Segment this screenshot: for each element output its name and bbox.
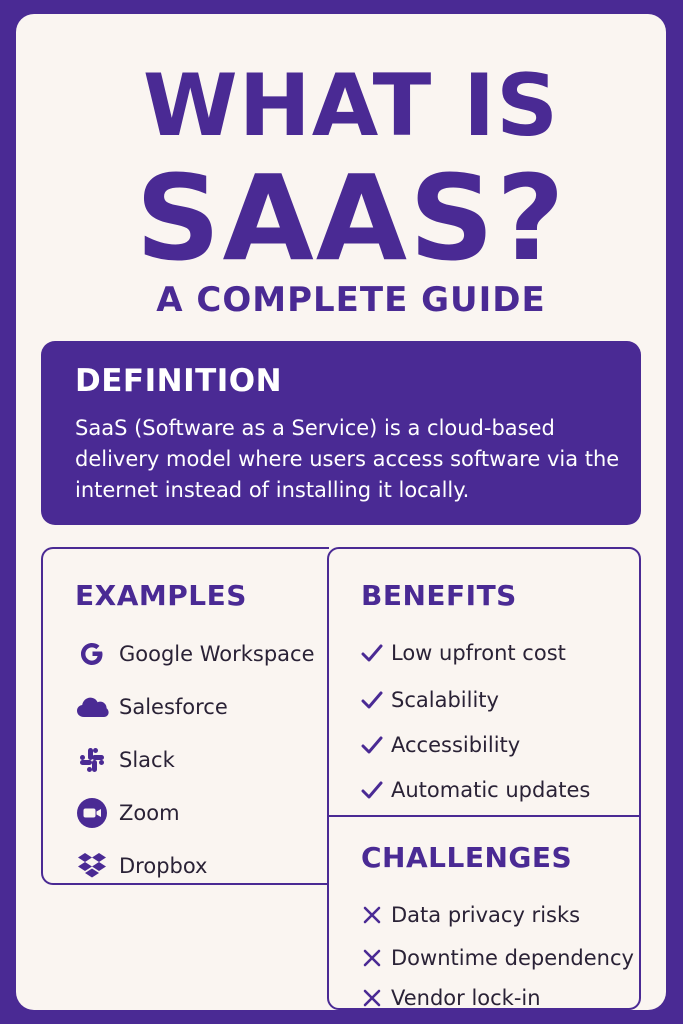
examples-panel: [41, 547, 329, 885]
example-label: Zoom: [119, 801, 180, 825]
google-g-icon: [75, 637, 109, 671]
cloud-icon: [75, 690, 109, 724]
example-item-slack: [75, 743, 175, 777]
challenge-item: [359, 984, 541, 1012]
video-camera-icon: [75, 796, 109, 830]
benefit-item: [359, 686, 499, 714]
slack-icon: [75, 743, 109, 777]
title-line-1: WHAT IS: [142, 56, 560, 156]
example-label: Salesforce: [119, 695, 228, 719]
x-mark-icon: [359, 985, 385, 1011]
challenge-label: Vendor lock-in: [391, 986, 541, 1010]
benefit-label: Automatic updates: [391, 778, 591, 802]
benefits-challenges-panel: [327, 547, 641, 1010]
definition-panel: [41, 341, 641, 525]
example-label: Slack: [119, 748, 175, 772]
example-label: Dropbox: [119, 854, 208, 878]
section-divider: [329, 815, 639, 817]
example-item-zoom: [75, 796, 180, 830]
x-mark-icon: [359, 902, 385, 928]
benefit-label: Low upfront cost: [391, 641, 566, 665]
challenge-item: [359, 901, 580, 929]
example-label: Google Workspace: [119, 642, 315, 666]
benefit-item: [359, 776, 590, 804]
checkmark-icon: [359, 777, 385, 803]
challenge-label: Data privacy risks: [391, 903, 581, 927]
definition-text: SaaS (Software as a Service) is a cloud-based delivery model where users access software via the internet instead of installing it locally.: [75, 416, 620, 502]
example-item-dropbox: [75, 849, 207, 883]
benefit-label: Scalability: [391, 688, 499, 712]
subtitle: A COMPLETE GUIDE: [156, 280, 546, 320]
example-item-google-workspace: [75, 637, 315, 671]
benefits-heading: BENEFITS: [361, 579, 517, 612]
challenge-item: [359, 944, 634, 972]
checkmark-icon: [359, 640, 385, 666]
title-line-2: SAAS?: [135, 149, 567, 287]
benefit-item: [359, 731, 520, 759]
challenges-heading: CHALLENGES: [361, 841, 573, 874]
examples-heading: EXAMPLES: [75, 579, 247, 612]
challenge-label: Downtime dependency: [391, 946, 634, 970]
definition-heading: DEFINITION: [75, 363, 283, 399]
checkmark-icon: [359, 687, 385, 713]
x-mark-icon: [359, 945, 385, 971]
example-item-salesforce: [75, 690, 228, 724]
checkmark-icon: [359, 732, 385, 758]
benefit-label: Accessibility: [391, 733, 521, 757]
benefit-item: [359, 639, 566, 667]
infographic-card: [16, 14, 666, 1010]
dropbox-icon: [75, 849, 109, 883]
